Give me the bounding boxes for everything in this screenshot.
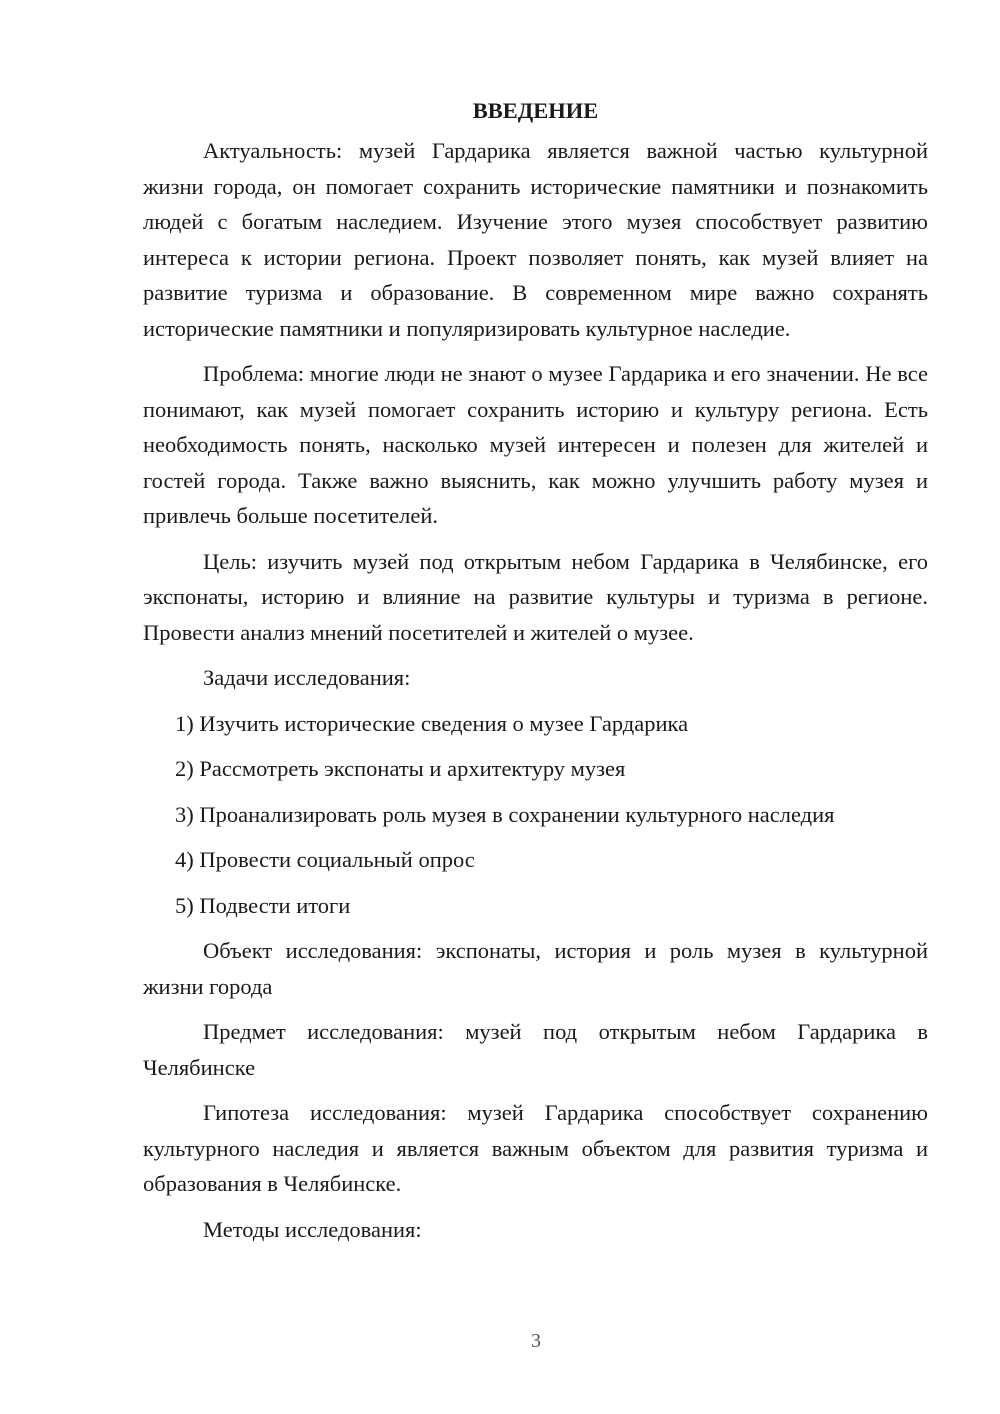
task-item-3: 3) Проанализировать роль музея в сохранении культурного наследия — [175, 801, 835, 827]
task-item-2: 2) Рассмотреть экспонаты и архитектуру музея — [175, 756, 626, 781]
tasks-list — [143, 706, 928, 924]
tasks-heading: Задачи исследования: — [203, 665, 411, 690]
task-item-4: 4) Провести социальный опрос — [175, 847, 475, 872]
task-item-1: 1) Изучить исторические сведения о музее Гардарика — [175, 710, 689, 736]
object-paragraph: Объект исследования: экспонаты, история и роль музея в культурной жизни города — [143, 938, 928, 999]
problem-paragraph: Проблема: многие люди не знают о музее Гардарика и его значении. Не все понимают, как музей помогает сохранить историю и культуру региона. Есть необходимость понять, насколько музей интересен и полезен для жителей и гостей города. Также важно выяснить, как можно улучшить работу музея и привлечь больше посетителей. — [143, 361, 928, 528]
subject-paragraph: Предмет исследования: музей под открытым небом Гардарика в Челябинске — [143, 1019, 928, 1080]
task-item-5: 5) Подвести итоги — [175, 892, 351, 918]
document-page — [143, 96, 928, 1257]
section-title: ВВЕДЕНИЕ — [472, 98, 599, 123]
goal-paragraph: Цель: изучить музей под открытым небом Гардарика в Челябинске, его экспонаты, историю и влияние на развитие культуры и туризма в регионе. Провести анализ мнений посетителей и жителей о музее. — [143, 548, 928, 645]
page-number: 3 — [531, 1330, 541, 1352]
methods-heading: Методы исследования: — [203, 1216, 422, 1242]
relevance-paragraph: Актуальность: музей Гардарика является важной частью культурной жизни города, он помогает сохранить исторические памятники и познакомить людей с богатым наследием. Изучение этого музея способствует развитию интереса к истории региона. Проект позволяет понять, как музей влияет на развитие туризма и образование. В современном мире важно сохранять исторические памятники и популяризировать культурное наследие. — [143, 138, 928, 341]
hypothesis-paragraph: Гипотеза исследования: музей Гардарика способствует сохранению культурного наследия и является важным объектом для развития туризма и образования в Челябинске. — [143, 1100, 928, 1196]
